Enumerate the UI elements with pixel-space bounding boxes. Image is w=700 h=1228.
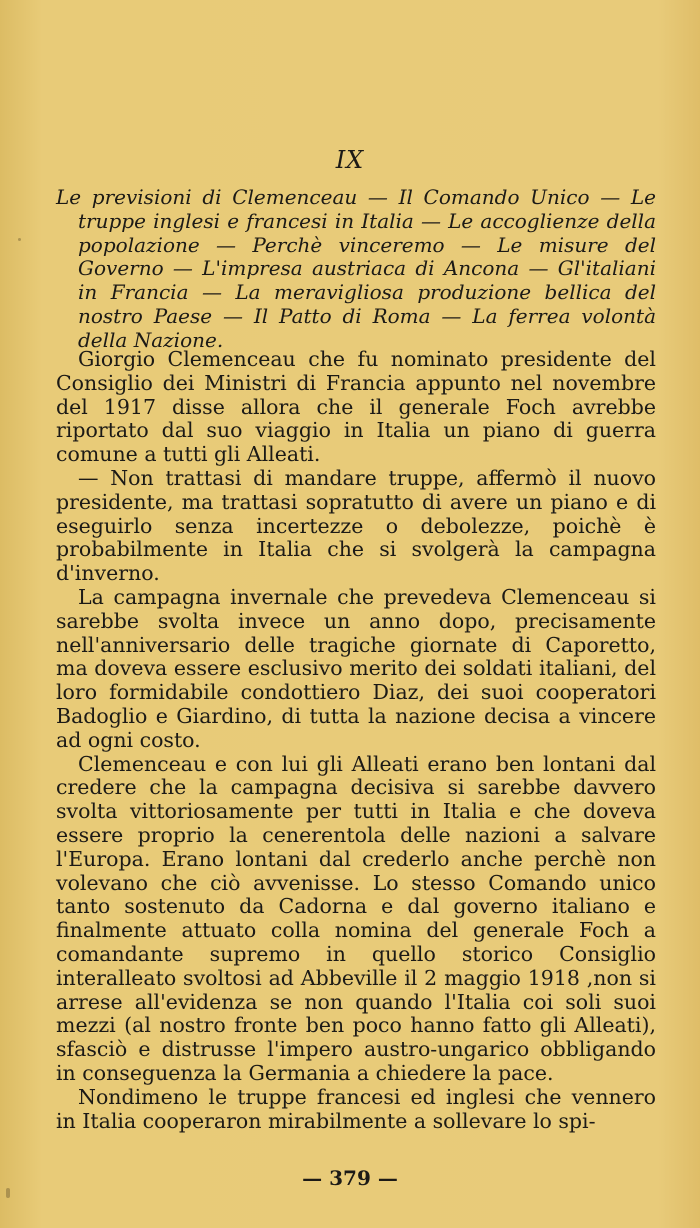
page-number: — 379 —	[302, 1166, 398, 1190]
chapter-summary: Le previsioni di Clemenceau — Il Comando Unico — Le truppe inglesi e francesi in Italia — Le accoglienze della popolazione — Perchè vinceremo — Le misure del Governo — L'impresa austriaca di Ancona — Gl'italiani in Francia — La meravigliosa produzione bellica del nostro Paese — Il Patto di Roma — La ferrea volontà della Nazione.	[56, 185, 656, 352]
paragraph: La campagna invernale che prevedeva Clemenceau si sarebbe svolta invece un anno dopo, precisamente nell'anniversario delle tragiche giornate di Caporetto, ma doveva essere esclusivo merito dei soldati italiani, del loro formidabile condottiero Diaz, dei suoi cooperatori Badoglio e Giardino, di tutta la nazione decisa a vincere ad ogni costo.	[56, 584, 656, 752]
paper-speck	[6, 1188, 10, 1198]
paragraph: — Non trattasi di mandare truppe, affermò il nuovo presidente, ma trattasi sopratutto di avere un piano e di eseguirlo senza incertezze o debolezze, poichè è probabilmente in Italia che si svolgerà la campagna d'inverno.	[56, 465, 656, 586]
paragraph: Giorgio Clemenceau che fu nominato presidente del Consiglio dei Ministri di Francia appunto nel novembre del 1917 disse allora che il generale Foch avrebbe riportato dal suo viaggio in Italia un piano di guerra comune a tutti gli Alleati.	[56, 347, 656, 467]
paragraph: Clemenceau e con lui gli Alleati erano ben lontani dal credere che la campagna decisiva si sarebbe davvero svolta vittoriosamente per tutti in Italia e che doveva essere proprio la cenerentola delle nazioni a salvare l'Europa. Erano lontani dal crederlo anche perchè non volevano che ciò avvenisse. Lo stesso Comando unico tanto sostenuto da Cadorna e dal governo italiano e finalmente attuato colla nomina del generale Foch a comandante supremo in quello storico Consiglio interalleato svoltosi ad Abbeville il 2 maggio 1918 ,non si arrese all'evidenza se non quando l'Italia coi soli suoi mezzi (al nostro fronte ben poco hanno fatto gli Alleati), sfasciò e distrusse l'impero austro-ungarico obbligando in conseguenza la Germania a chiedere la pace.	[56, 751, 656, 1085]
paper-speck	[18, 238, 21, 241]
paragraph: Nondimeno le truppe francesi ed inglesi che vennero in Italia cooperaron mirabilmente a sollevare lo spi-	[56, 1084, 656, 1133]
body-text	[56, 348, 656, 1133]
chapter-number: IX	[335, 146, 365, 174]
